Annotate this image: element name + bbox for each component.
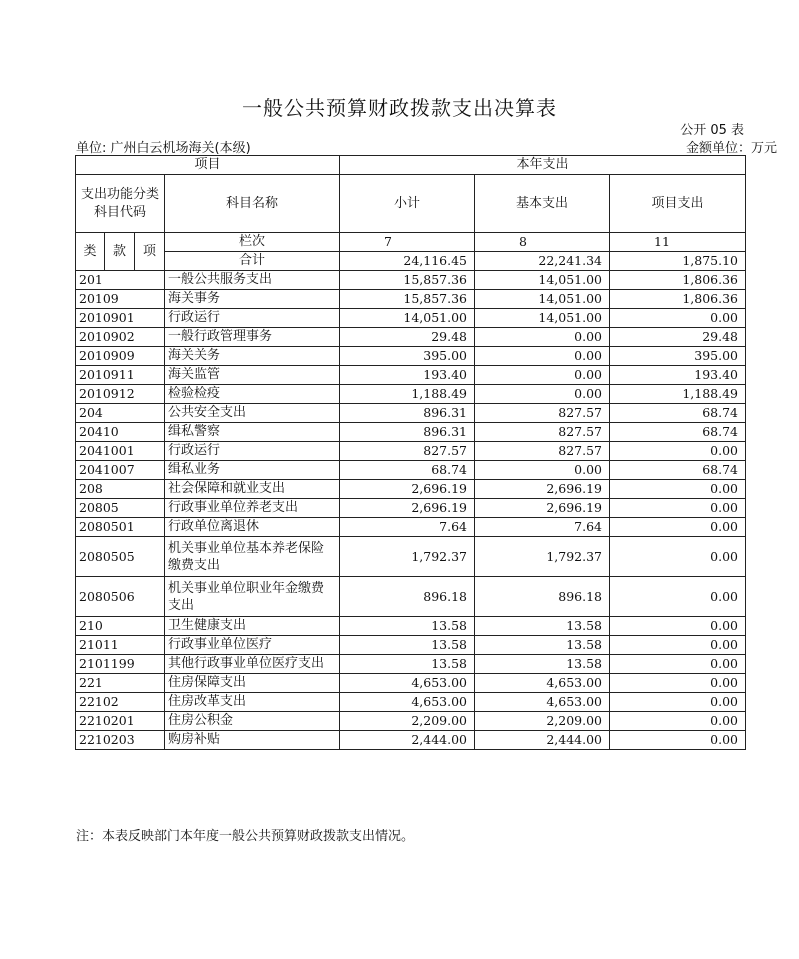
row-project: 1,806.36 bbox=[610, 290, 746, 309]
row-basic: 7.64 bbox=[475, 518, 610, 537]
row-basic: 4,653.00 bbox=[475, 693, 610, 712]
header-current-year: 本年支出 bbox=[340, 156, 746, 175]
table-row bbox=[76, 731, 746, 750]
row-subject-name: 海关关务 bbox=[165, 347, 340, 366]
table-row bbox=[76, 674, 746, 693]
col-number-8: 8 bbox=[475, 233, 610, 252]
money-unit: 金额单位：万元 bbox=[685, 141, 777, 156]
form-number: 公开 05 表 bbox=[680, 123, 744, 138]
row-subtotal: 15,857.36 bbox=[340, 271, 475, 290]
header-kuan: 款 bbox=[105, 233, 135, 271]
row-subtotal: 2,696.19 bbox=[340, 480, 475, 499]
row-subject-name: 购房补贴 bbox=[165, 731, 340, 750]
row-subtotal: 15,857.36 bbox=[340, 290, 475, 309]
row-basic: 1,792.37 bbox=[475, 537, 610, 577]
table-row bbox=[76, 617, 746, 636]
row-code: 21011 bbox=[76, 636, 165, 655]
row-code: 2010902 bbox=[76, 328, 165, 347]
row-project: 193.40 bbox=[610, 366, 746, 385]
row-basic: 14,051.00 bbox=[475, 290, 610, 309]
row-subtotal: 14,051.00 bbox=[340, 309, 475, 328]
table-row bbox=[76, 636, 746, 655]
header-row-1 bbox=[76, 156, 746, 175]
row-subtotal: 193.40 bbox=[340, 366, 475, 385]
table-row bbox=[76, 271, 746, 290]
row-project: 68.74 bbox=[610, 404, 746, 423]
row-code: 210 bbox=[76, 617, 165, 636]
row-subject-name: 一般行政管理事务 bbox=[165, 328, 340, 347]
row-project: 68.74 bbox=[610, 423, 746, 442]
row-subtotal: 29.48 bbox=[340, 328, 475, 347]
row-basic: 2,696.19 bbox=[475, 480, 610, 499]
row-project: 395.00 bbox=[610, 347, 746, 366]
table-row bbox=[76, 404, 746, 423]
header-row-3 bbox=[76, 233, 746, 252]
row-basic: 896.18 bbox=[475, 577, 610, 617]
row-subtotal: 2,209.00 bbox=[340, 712, 475, 731]
row-project: 0.00 bbox=[610, 617, 746, 636]
row-subject-name: 检验检疫 bbox=[165, 385, 340, 404]
row-subtotal: 68.74 bbox=[340, 461, 475, 480]
row-subject-name: 社会保障和就业支出 bbox=[165, 480, 340, 499]
row-basic: 827.57 bbox=[475, 404, 610, 423]
row-project: 0.00 bbox=[610, 577, 746, 617]
row-basic: 0.00 bbox=[475, 328, 610, 347]
header-column-no: 栏次 bbox=[165, 233, 340, 252]
row-basic: 14,051.00 bbox=[475, 309, 610, 328]
row-subtotal: 1,792.37 bbox=[340, 537, 475, 577]
row-project: 0.00 bbox=[610, 309, 746, 328]
table-row bbox=[76, 347, 746, 366]
total-row bbox=[76, 252, 746, 271]
row-code: 2041007 bbox=[76, 461, 165, 480]
row-code: 201 bbox=[76, 271, 165, 290]
row-code: 208 bbox=[76, 480, 165, 499]
row-subject-name: 其他行政事业单位医疗支出 bbox=[165, 655, 340, 674]
table-row bbox=[76, 655, 746, 674]
row-code: 2041001 bbox=[76, 442, 165, 461]
total-basic: 22,241.34 bbox=[475, 252, 610, 271]
row-subject-name: 一般公共服务支出 bbox=[165, 271, 340, 290]
row-code: 2010909 bbox=[76, 347, 165, 366]
row-project: 0.00 bbox=[610, 537, 746, 577]
row-project: 0.00 bbox=[610, 636, 746, 655]
header-xiang: 项 bbox=[135, 233, 165, 271]
table-row bbox=[76, 537, 746, 577]
row-basic: 0.00 bbox=[475, 461, 610, 480]
row-subtotal: 2,696.19 bbox=[340, 499, 475, 518]
table-row bbox=[76, 518, 746, 537]
col-number-7: 7 bbox=[340, 233, 475, 252]
table-row bbox=[76, 577, 746, 617]
total-label: 合计 bbox=[165, 252, 340, 271]
row-code: 2010901 bbox=[76, 309, 165, 328]
expenditure-table bbox=[75, 155, 746, 750]
row-subtotal: 7.64 bbox=[340, 518, 475, 537]
header-subtotal: 小计 bbox=[340, 175, 475, 233]
table-row bbox=[76, 366, 746, 385]
header-lei: 类 bbox=[76, 233, 105, 271]
header-subject-name: 科目名称 bbox=[165, 175, 340, 233]
table-row bbox=[76, 499, 746, 518]
table-row bbox=[76, 442, 746, 461]
row-project: 1,806.36 bbox=[610, 271, 746, 290]
row-basic: 827.57 bbox=[475, 442, 610, 461]
row-subtotal: 13.58 bbox=[340, 636, 475, 655]
header-basic: 基本支出 bbox=[475, 175, 610, 233]
row-subject-name: 行政事业单位养老支出 bbox=[165, 499, 340, 518]
row-code: 2080506 bbox=[76, 577, 165, 617]
table-row bbox=[76, 461, 746, 480]
row-code: 2010912 bbox=[76, 385, 165, 404]
row-basic: 4,653.00 bbox=[475, 674, 610, 693]
row-subject-name: 行政运行 bbox=[165, 442, 340, 461]
table-row bbox=[76, 423, 746, 442]
row-basic: 2,209.00 bbox=[475, 712, 610, 731]
row-code: 221 bbox=[76, 674, 165, 693]
row-project: 0.00 bbox=[610, 712, 746, 731]
row-code: 2210203 bbox=[76, 731, 165, 750]
row-basic: 827.57 bbox=[475, 423, 610, 442]
total-project: 1,875.10 bbox=[610, 252, 746, 271]
row-project: 0.00 bbox=[610, 518, 746, 537]
row-project: 0.00 bbox=[610, 480, 746, 499]
row-subject-name: 行政运行 bbox=[165, 309, 340, 328]
table-row bbox=[76, 290, 746, 309]
row-subject-name: 住房公积金 bbox=[165, 712, 340, 731]
table-row bbox=[76, 712, 746, 731]
table-row bbox=[76, 309, 746, 328]
row-project: 1,188.49 bbox=[610, 385, 746, 404]
row-basic: 13.58 bbox=[475, 655, 610, 674]
header-row-2 bbox=[76, 175, 746, 233]
row-subject-name: 住房保障支出 bbox=[165, 674, 340, 693]
row-project: 0.00 bbox=[610, 674, 746, 693]
row-project: 0.00 bbox=[610, 499, 746, 518]
row-code: 204 bbox=[76, 404, 165, 423]
row-subtotal: 395.00 bbox=[340, 347, 475, 366]
total-subtotal: 24,116.45 bbox=[340, 252, 475, 271]
header-item: 项目 bbox=[76, 156, 340, 175]
row-project: 0.00 bbox=[610, 442, 746, 461]
row-basic: 0.00 bbox=[475, 366, 610, 385]
row-project: 0.00 bbox=[610, 693, 746, 712]
row-code: 2010911 bbox=[76, 366, 165, 385]
row-basic: 13.58 bbox=[475, 636, 610, 655]
row-basic: 14,051.00 bbox=[475, 271, 610, 290]
row-code: 20410 bbox=[76, 423, 165, 442]
row-subtotal: 13.58 bbox=[340, 655, 475, 674]
col-number-11: 11 bbox=[610, 233, 746, 252]
row-code: 22102 bbox=[76, 693, 165, 712]
row-subject-name: 海关事务 bbox=[165, 290, 340, 309]
row-code: 2210201 bbox=[76, 712, 165, 731]
row-subtotal: 2,444.00 bbox=[340, 731, 475, 750]
row-project: 0.00 bbox=[610, 655, 746, 674]
row-subject-name: 缉私业务 bbox=[165, 461, 340, 480]
table-row bbox=[76, 693, 746, 712]
header-func-code: 支出功能分类科目代码 bbox=[76, 175, 165, 233]
row-basic: 0.00 bbox=[475, 347, 610, 366]
row-code: 2080505 bbox=[76, 537, 165, 577]
row-subtotal: 896.31 bbox=[340, 404, 475, 423]
header-project: 项目支出 bbox=[610, 175, 746, 233]
row-code: 2080501 bbox=[76, 518, 165, 537]
row-subtotal: 827.57 bbox=[340, 442, 475, 461]
table-row bbox=[76, 480, 746, 499]
row-subject-name: 海关监管 bbox=[165, 366, 340, 385]
row-subtotal: 13.58 bbox=[340, 617, 475, 636]
row-subject-name: 卫生健康支出 bbox=[165, 617, 340, 636]
row-project: 0.00 bbox=[610, 731, 746, 750]
row-subject-name: 机关事业单位职业年金缴费支出 bbox=[165, 577, 340, 617]
row-basic: 2,444.00 bbox=[475, 731, 610, 750]
row-subtotal: 1,188.49 bbox=[340, 385, 475, 404]
row-code: 20109 bbox=[76, 290, 165, 309]
row-subject-name: 行政单位离退休 bbox=[165, 518, 340, 537]
page-title: 一般公共预算财政拨款支出决算表 bbox=[242, 96, 557, 120]
row-code: 20805 bbox=[76, 499, 165, 518]
row-code: 2101199 bbox=[76, 655, 165, 674]
table-row bbox=[76, 328, 746, 347]
row-subtotal: 896.31 bbox=[340, 423, 475, 442]
row-subject-name: 机关事业单位基本养老保险缴费支出 bbox=[165, 537, 340, 577]
row-basic: 0.00 bbox=[475, 385, 610, 404]
row-subject-name: 公共安全支出 bbox=[165, 404, 340, 423]
row-project: 68.74 bbox=[610, 461, 746, 480]
row-subject-name: 住房改革支出 bbox=[165, 693, 340, 712]
row-subject-name: 缉私警察 bbox=[165, 423, 340, 442]
row-subtotal: 4,653.00 bbox=[340, 693, 475, 712]
row-basic: 2,696.19 bbox=[475, 499, 610, 518]
footnote: 注：本表反映部门本年度一般公共预算财政拨款支出情况。 bbox=[76, 829, 415, 844]
reporting-unit: 单位: 广州白云机场海关(本级) bbox=[76, 141, 251, 156]
row-subtotal: 4,653.00 bbox=[340, 674, 475, 693]
row-basic: 13.58 bbox=[475, 617, 610, 636]
row-subtotal: 896.18 bbox=[340, 577, 475, 617]
row-project: 29.48 bbox=[610, 328, 746, 347]
table-row bbox=[76, 385, 746, 404]
row-subject-name: 行政事业单位医疗 bbox=[165, 636, 340, 655]
